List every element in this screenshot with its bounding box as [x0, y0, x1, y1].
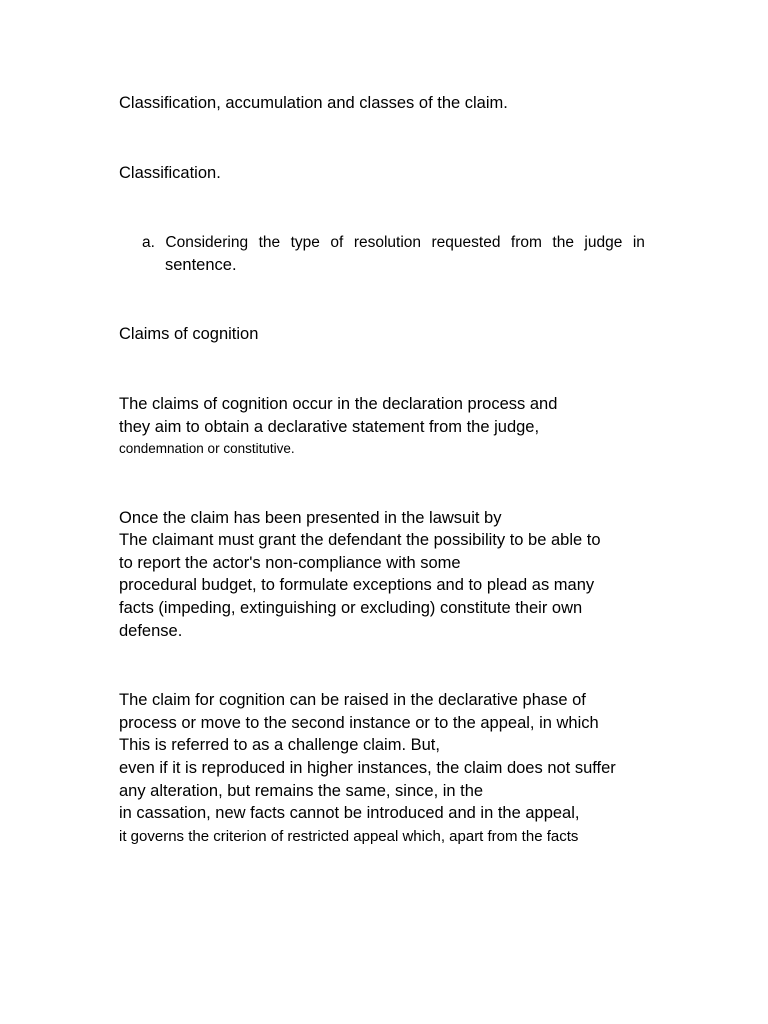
list-marker: a. [142, 234, 155, 251]
paragraph-line: to report the actor's non-compliance with some [119, 554, 461, 572]
paragraph-line: any alteration, but remains the same, since, in the [119, 782, 484, 800]
section-heading: Classification. [119, 164, 221, 182]
list-word: resolution [353, 234, 422, 251]
paragraph-line: This is referred to as a challenge claim. But, [119, 736, 440, 754]
list-word: of [330, 234, 344, 251]
paragraph-line: they aim to obtain a declarative statement from the judge, [119, 418, 540, 436]
document-title: Classification, accumulation and classes of the claim. [119, 94, 508, 112]
list-item-first-line [142, 231, 645, 254]
paragraph-line: The claim for cognition can be raised in the declarative phase of [119, 691, 586, 709]
paragraph-line: even if it is reproduced in higher instances, the claim does not suffer [119, 759, 616, 777]
paragraph-line: it governs the criterion of restricted appeal which, apart from the facts [119, 828, 579, 845]
list-word: type [290, 234, 320, 251]
list-word: the [552, 234, 574, 251]
paragraph-line: process or move to the second instance or to the appeal, in which [119, 714, 599, 732]
list-item [142, 231, 645, 277]
subheading: Claims of cognition [119, 325, 259, 343]
list-word: requested [431, 234, 501, 251]
list-item-continuation: sentence. [165, 256, 237, 274]
list-word: Considering [165, 234, 249, 251]
paragraph-line: Once the claim has been presented in the lawsuit by [119, 509, 502, 527]
paragraph-line: facts (impeding, extinguishing or excluding) constitute their own [119, 599, 583, 617]
paragraph-line: The claimant must grant the defendant the possibility to be able to [119, 531, 601, 549]
paragraph-line: in cassation, new facts cannot be introduced and in the appeal, [119, 804, 580, 822]
list-word: in [632, 234, 645, 251]
list-word: from [510, 234, 542, 251]
paragraph-line: The claims of cognition occur in the declaration process and [119, 395, 558, 413]
list-word: the [258, 234, 281, 251]
paragraph-line: procedural budget, to formulate exceptions and to plead as many [119, 576, 595, 594]
paragraph-line: defense. [119, 622, 183, 640]
list-word: judge [584, 234, 623, 251]
paragraph-line: condemnation or constitutive. [119, 441, 295, 456]
